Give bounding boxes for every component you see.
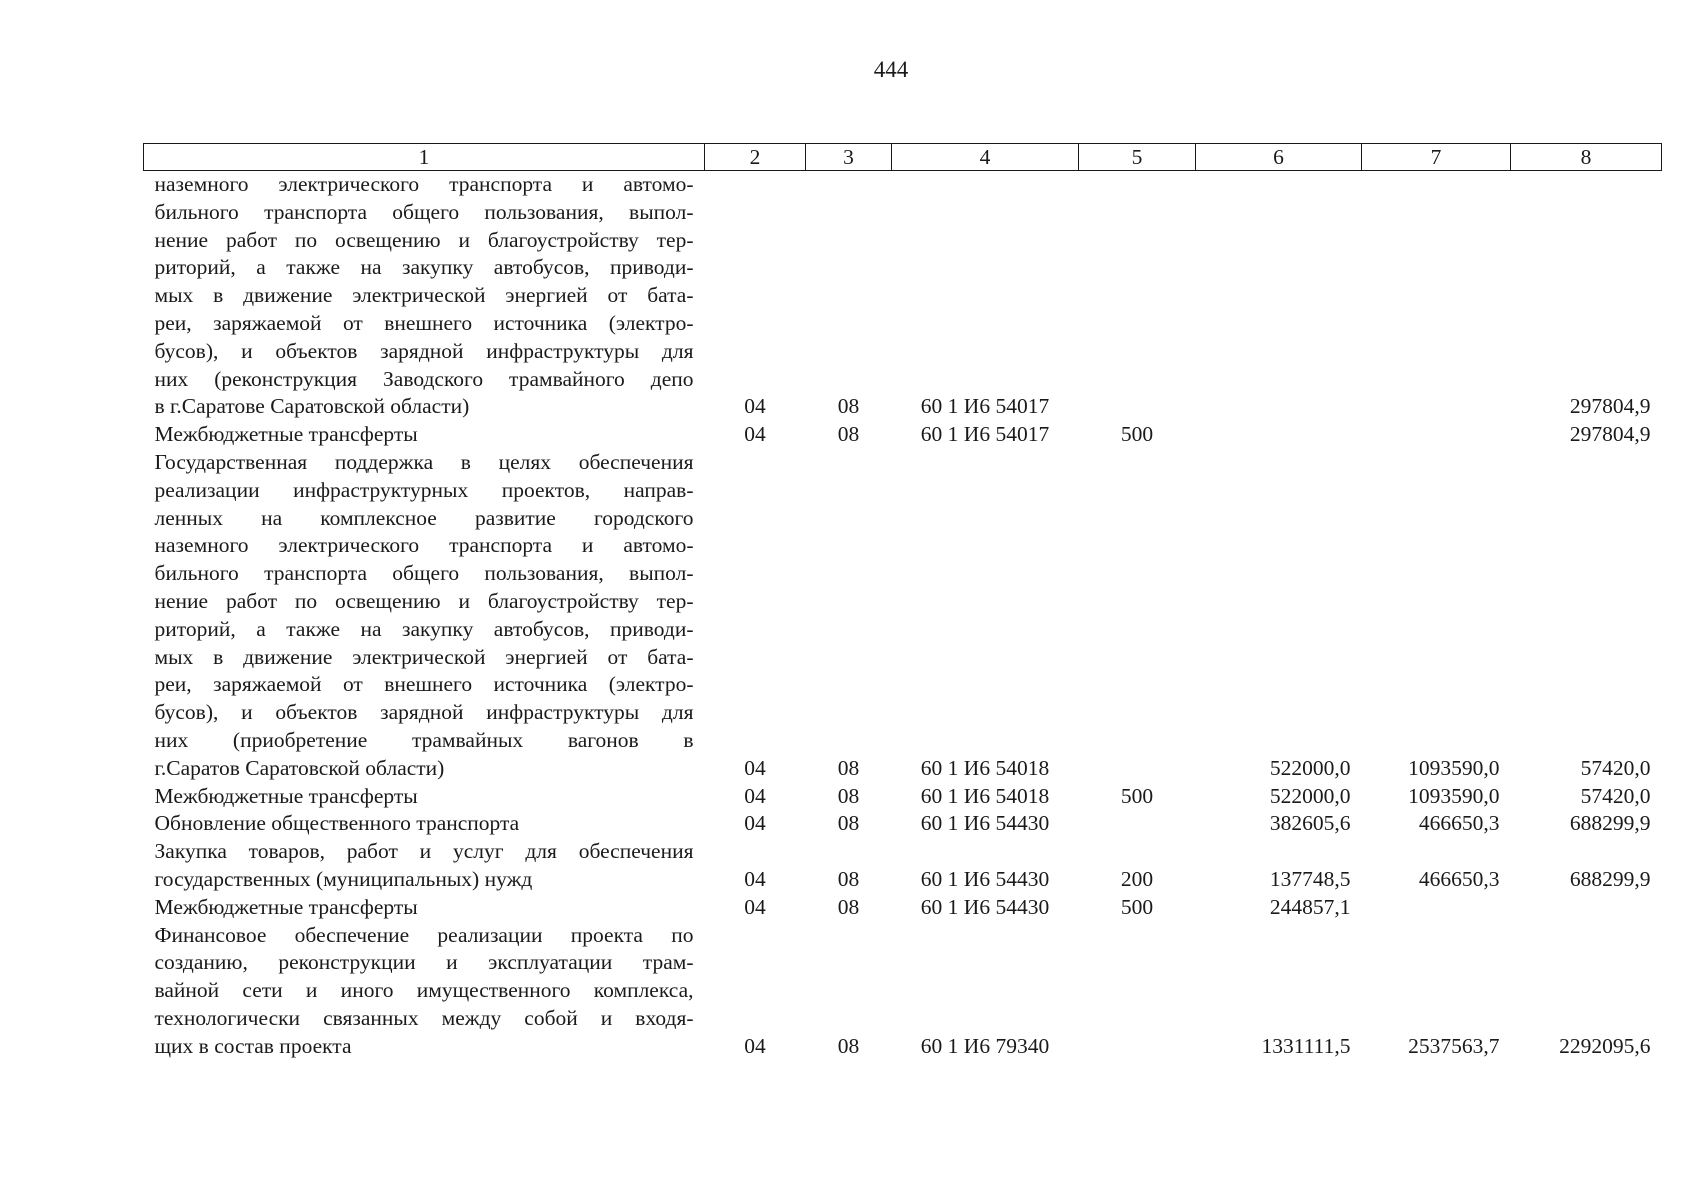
description-line: Межбюджетные трансферты [154,894,418,919]
column-header: 7 [1362,144,1511,171]
amount-col-8: 57420,0 [1580,755,1651,780]
description-line: реи, заряжаемой от внешнего источника (электро- [154,310,694,335]
expense-type-code [1079,449,1196,783]
amount-col-7: 2537563,7 [1408,1033,1500,1058]
section-code: 04 [744,1033,766,1058]
section-code: 04 [744,783,766,808]
description-line: щих в состав проекта [154,1033,352,1058]
description-line: мых в движение электрической энергией от бата- [154,644,694,669]
table-body [144,171,1662,1061]
description-line: технологически связанных между собой и входя- [154,1005,694,1030]
column-header: 4 [892,144,1079,171]
budget-table [143,143,1662,1061]
subsection-code: 08 [837,422,860,447]
description-line: Межбюджетные трансферты [154,422,418,447]
table-row [144,894,1662,922]
target-article-code: 60 1 И6 54017 [920,422,1050,447]
amount-col-7 [1362,894,1511,922]
subsection-code: 08 [837,755,860,780]
subsection-code: 08 [837,894,860,919]
description-line: Финансовое обеспечение реализации проекта по [154,922,694,947]
section-code: 04 [744,866,766,891]
table-row [144,922,1662,1061]
section-code: 04 [744,422,766,447]
description-line: вайной сети и иного имущественного комплекса, [154,978,694,1003]
subsection-code: 08 [837,811,860,836]
column-header: 3 [806,144,892,171]
expense-type-code: 500 [1120,422,1154,447]
description-line: бусов), и объектов зарядной инфраструктуры для [154,700,694,725]
row-description [144,810,705,838]
expense-type-code [1079,922,1196,1061]
amount-col-7: 1093590,0 [1408,755,1500,780]
description-line: наземного электрического транспорта и автомо- [154,533,694,558]
amount-col-8 [1511,894,1662,922]
table-header-row [144,144,1662,171]
description-line: созданию, реконструкции и эксплуатации трам- [154,950,694,975]
table-row [144,421,1662,449]
description-line: риторий, а также на закупку автобусов, приводи- [154,616,694,641]
column-header: 2 [705,144,806,171]
row-description [144,838,705,894]
section-code: 04 [744,755,766,780]
amount-col-8: 688299,9 [1569,866,1651,891]
amount-col-6: 244857,1 [1269,894,1351,919]
description-line: Межбюджетные трансферты [154,783,418,808]
expense-type-code: 500 [1120,783,1154,808]
row-description [144,449,705,783]
description-line: них (приобретение трамвайных вагонов в [154,727,694,752]
subsection-code: 08 [837,866,860,891]
amount-col-8: 688299,9 [1569,811,1651,836]
description-line: наземного электрического транспорта и автомо- [154,172,694,196]
amount-col-6: 1331111,5 [1261,1033,1351,1058]
description-line: бусов), и объектов зарядной инфраструктуры для [154,338,694,363]
column-header: 8 [1511,144,1662,171]
description-line: Государственная поддержка в целях обеспечения [154,449,694,474]
amount-col-6: 137748,5 [1269,866,1351,891]
amount-col-6: 382605,6 [1269,811,1351,836]
subsection-code: 08 [837,1033,860,1058]
expense-type-code: 200 [1120,866,1154,891]
target-article-code: 60 1 И6 54018 [920,783,1050,808]
amount-col-7 [1362,171,1511,422]
description-line: реи, заряжаемой от внешнего источника (электро- [154,672,694,697]
expense-type-code [1079,810,1196,838]
amount-col-6: 522000,0 [1269,755,1351,780]
amount-col-8: 57420,0 [1580,783,1651,808]
amount-col-7 [1362,421,1511,449]
target-article-code: 60 1 И6 79340 [920,1033,1050,1058]
expense-type-code: 500 [1120,894,1154,919]
description-line: в г.Саратове Саратовской области) [154,394,470,419]
row-description [144,922,705,1061]
description-line: ленных на комплексное развитие городского [154,505,694,530]
amount-col-6 [1196,421,1362,449]
description-line: нение работ по освещению и благоустройству тер- [154,588,694,613]
amount-col-7: 1093590,0 [1408,783,1500,808]
description-line: государственных (муниципальных) нужд [154,866,533,891]
amount-col-8: 297804,9 [1569,422,1651,447]
description-line: реализации инфраструктурных проектов, направ- [154,477,694,502]
table-row [144,171,1662,422]
column-header: 6 [1196,144,1362,171]
table-row [144,810,1662,838]
section-code: 04 [744,394,766,419]
row-description [144,894,705,922]
target-article-code: 60 1 И6 54430 [920,866,1050,891]
target-article-code: 60 1 И6 54430 [920,894,1050,919]
amount-col-8: 297804,9 [1569,394,1651,419]
amount-col-8: 2292095,6 [1559,1033,1651,1058]
subsection-code: 08 [837,783,860,808]
description-line: бильного транспорта общего пользования, выпол- [154,199,694,224]
target-article-code: 60 1 И6 54430 [920,811,1050,836]
description-line: нение работ по освещению и благоустройству тер- [154,227,694,252]
description-line: них (реконструкция Заводского трамвайного депо [154,366,694,391]
column-header: 1 [144,144,705,171]
description-line: г.Саратов Саратовской области) [154,755,445,780]
expense-type-code [1079,171,1196,422]
target-article-code: 60 1 И6 54018 [920,755,1050,780]
description-line: Закупка товаров, работ и услуг для обеспечения [154,839,694,864]
row-description [144,171,705,422]
amount-col-6: 522000,0 [1269,783,1351,808]
row-description [144,421,705,449]
section-code: 04 [744,894,766,919]
row-description [144,783,705,811]
table-row [144,449,1662,783]
target-article-code: 60 1 И6 54017 [920,394,1050,419]
amount-col-7: 466650,3 [1418,811,1500,836]
column-header: 5 [1079,144,1196,171]
subsection-code: 08 [837,394,860,419]
description-line: Обновление общественного транспорта [154,811,520,836]
amount-col-6 [1196,171,1362,422]
table-row [144,783,1662,811]
page-number: 444 [873,57,909,82]
table-row [144,838,1662,894]
amount-col-7: 466650,3 [1418,866,1500,891]
description-line: мых в движение электрической энергией от бата- [154,283,694,308]
description-line: бильного транспорта общего пользования, выпол- [154,561,694,586]
description-line: риторий, а также на закупку автобусов, приводи- [154,255,694,280]
section-code: 04 [744,811,766,836]
